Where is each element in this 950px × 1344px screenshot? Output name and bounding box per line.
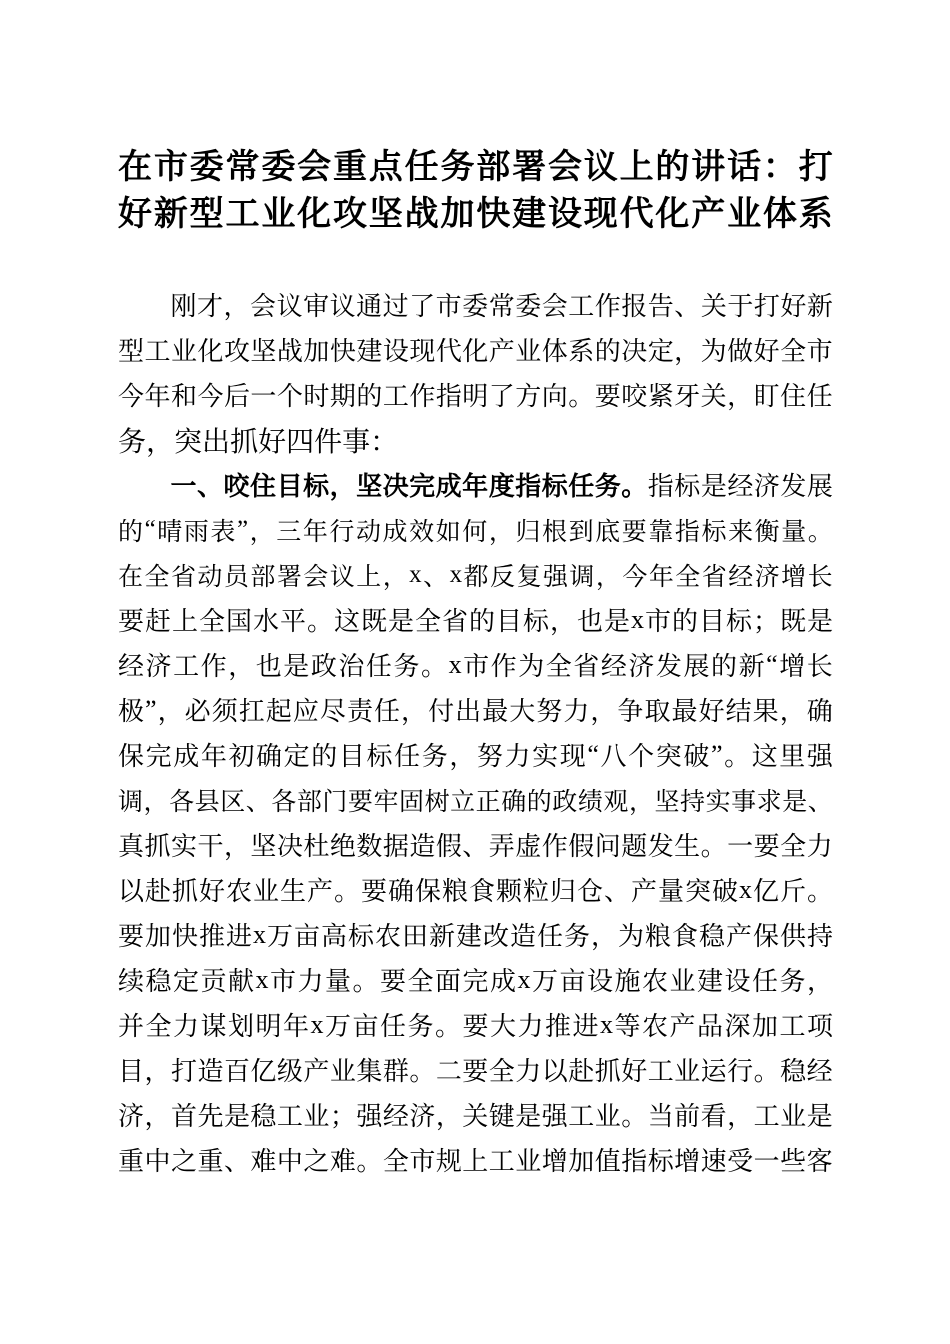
body-line: 济 ， 首 先 是 稳 工 业 ； 强 经 济 ， 关 键 是 强 工 业 。 当 前 看 ， 工 业 是 <box>118 1102 833 1131</box>
body-line: 调 ， 各 县 区 、 各 部 门 要 牢 固 树 立 正 确 的 政 绩 观 ， 坚 持 实 事 求 是 、 <box>118 788 833 816</box>
body-line: 要 赶 上 全 国 水 平 。 这 既 是 全 省 的 目 标 ， 也 是 x 市 的 目 标 ； 既 是 <box>118 604 833 636</box>
title-line: 好 新 型 工 业 化 攻 坚 战 加 快 建 设 现 代 化 产 业 体 系 <box>118 196 833 233</box>
body-line: 今 年 和 今 后 一 个 时 期 的 工 作 指 明 了 方 向 。 要 咬 紧 牙 关 ， 盯 住 任 <box>118 382 833 411</box>
body-line: 在 全 省 动 员 部 署 会 议 上 ， x 、 x 都 反 复 强 调 ， 今 年 全 省 经 济 增 长 <box>118 560 833 591</box>
document-body <box>118 282 833 1182</box>
body-line: 保 完 成 年 初 确 定 的 目 标 任 务 ， 努 力 实 现 “ 八 个 突 破 ” 。 这 里 强 <box>118 739 833 771</box>
document-title <box>118 140 833 234</box>
body-line: 刚 才 ， 会 议 审 议 通 过 了 市 委 常 委 会 工 作 报 告 、 关 于 打 好 新 <box>170 292 833 321</box>
body-line: 重 中 之 重 、 难 中 之 难 。 全 市 规 上 工 业 增 加 值 指 标 增 速 受 一 些 客 <box>118 1147 833 1176</box>
body-line: 经 济 工 作 ， 也 是 政 治 任 务 。 x 市 作 为 全 省 经 济 发 展 的 新 “ 增 长 <box>118 649 833 681</box>
body-line: 型 工 业 化 攻 坚 战 加 快 建 设 现 代 化 产 业 体 系 的 决 定 ， 为 做 好 全 市 <box>118 337 833 366</box>
body-line: 以 赴 抓 好 农 业 生 产 。 要 确 保 粮 食 颗 粒 归 仓 、 产 量 突 破 x 亿 斤 。 <box>118 874 833 906</box>
body-line: 目 ， 打 造 百 亿 级 产 业 集 群 。 二 要 全 力 以 赴 抓 好 工 业 运 行 。 稳 经 <box>118 1057 833 1086</box>
body-line: 务 ， 突 出 抓 好 四 件 事 ： <box>118 426 399 458</box>
body-line: 真 抓 实 干 ， 坚 决 杜 绝 数 据 造 假 、 弄 虚 作 假 问 题 发 生 。 一 要 全 力 <box>118 832 833 861</box>
body-line: 要 加 快 推 进 x 万 亩 高 标 农 田 新 建 改 造 任 务 ， 为 粮 食 稳 产 保 供 持 <box>118 919 833 951</box>
body-line: 续 稳 定 贡 献 x 市 力 量 。 要 全 面 完 成 x 万 亩 设 施 农 业 建 设 任 务 ， <box>118 964 833 996</box>
body-line: 的 “ 晴 雨 表 ” ， 三 年 行 动 成 效 如 何 ， 归 根 到 底 要 靠 指 标 来 衡 量 。 <box>118 515 833 546</box>
body-line: 极 ” ， 必 须 扛 起 应 尽 责 任 ， 付 出 最 大 努 力 ， 争 取 最 好 结 果 ， 确 <box>118 694 833 726</box>
title-line: 在 市 委 常 委 会 重 点 任 务 部 署 会 议 上 的 讲 话 ： 打 <box>118 149 833 186</box>
body-line: 并 全 力 谋 划 明 年 x 万 亩 任 务 。 要 大 力 推 进 x 等 农 产 品 深 加 工 项 <box>118 1009 833 1041</box>
body-line: 一 、 咬 住 目 标 ， 坚 决 完 成 年 度 指 标 任 务 。 指 标 是 经 济 发 展 <box>170 471 833 501</box>
